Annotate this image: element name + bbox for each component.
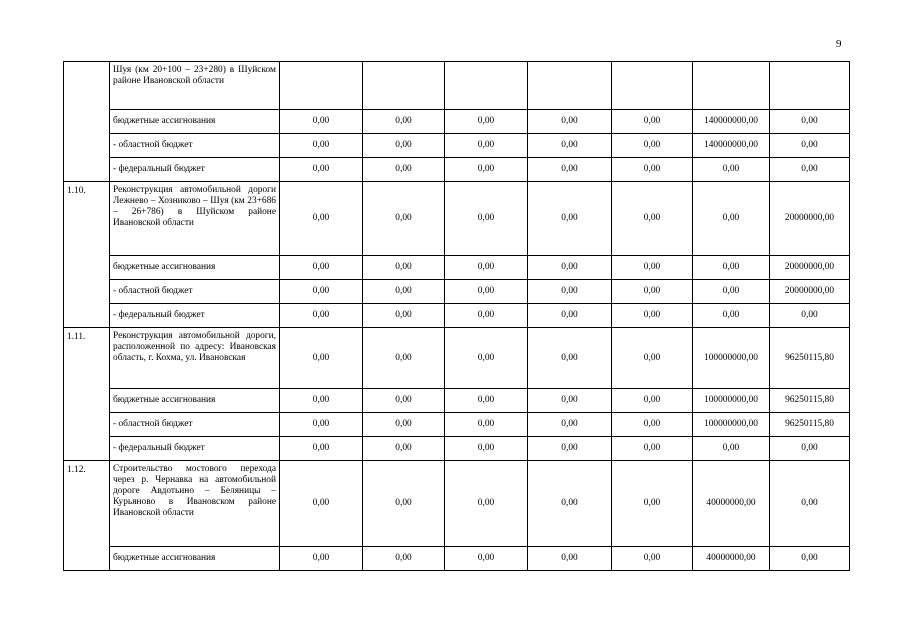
value-cell: 0,00	[693, 437, 770, 461]
value-cell: 0,00	[612, 437, 693, 461]
value-cell: 0,00	[445, 182, 528, 256]
value-cell: 0,00	[770, 304, 850, 328]
budget-row	[64, 413, 850, 437]
value-cell: 0,00	[445, 110, 528, 134]
budget-row-label: бюджетные ассигнования	[110, 256, 280, 280]
value-cell: 0,00	[528, 461, 612, 547]
value-cell: 100000000,00	[693, 389, 770, 413]
value-cell: 0,00	[528, 437, 612, 461]
value-cell: 0,00	[445, 158, 528, 182]
value-cell: 0,00	[528, 304, 612, 328]
value-cell: 0,00	[528, 280, 612, 304]
value-cell: 0,00	[280, 437, 363, 461]
value-cell: 0,00	[612, 256, 693, 280]
value-cell: 0,00	[693, 158, 770, 182]
value-cell: 0,00	[770, 158, 850, 182]
value-cell: 0,00	[528, 256, 612, 280]
section-description: Реконструкция автомобильной дороги Лежнево – Хозниково – Шуя (км 23+686 – 26+786) в Шуйском районе Ивановской области	[110, 182, 280, 256]
section-number: 1.10.	[64, 182, 110, 328]
section-header-row	[64, 62, 850, 110]
value-cell: 0,00	[280, 280, 363, 304]
section-description: Шуя (км 20+100 – 23+280) в Шуйском районе Ивановской области	[110, 62, 280, 110]
value-cell: 20000000,00	[770, 256, 850, 280]
value-cell: 0,00	[612, 413, 693, 437]
value-cell: 0,00	[612, 280, 693, 304]
budget-row	[64, 158, 850, 182]
value-cell: 0,00	[612, 134, 693, 158]
budget-row	[64, 547, 850, 571]
value-cell: 0,00	[528, 389, 612, 413]
value-cell: 0,00	[693, 256, 770, 280]
value-cell: 0,00	[445, 413, 528, 437]
value-cell: 0,00	[363, 134, 445, 158]
value-cell: 40000000,00	[693, 461, 770, 547]
value-cell: 0,00	[363, 304, 445, 328]
value-cell: 0,00	[528, 158, 612, 182]
value-cell: 0,00	[445, 280, 528, 304]
value-cell: 0,00	[363, 328, 445, 389]
value-cell: 96250115,80	[770, 328, 850, 389]
value-cell: 0,00	[363, 461, 445, 547]
value-cell: 0,00	[770, 547, 850, 571]
value-cell: 0,00	[280, 158, 363, 182]
value-cell: 96250115,80	[770, 389, 850, 413]
value-cell	[280, 62, 363, 110]
value-cell: 0,00	[280, 328, 363, 389]
value-cell: 0,00	[770, 134, 850, 158]
value-cell: 0,00	[363, 280, 445, 304]
value-cell: 0,00	[445, 328, 528, 389]
value-cell: 0,00	[612, 158, 693, 182]
budget-row	[64, 437, 850, 461]
section-header-row	[64, 461, 850, 547]
value-cell: 0,00	[528, 413, 612, 437]
value-cell: 0,00	[445, 304, 528, 328]
value-cell: 0,00	[280, 134, 363, 158]
value-cell: 0,00	[445, 437, 528, 461]
page-number: 9	[836, 38, 842, 50]
value-cell: 100000000,00	[693, 413, 770, 437]
value-cell: 0,00	[528, 134, 612, 158]
value-cell: 0,00	[363, 437, 445, 461]
budget-row-label: - федеральный бюджет	[110, 158, 280, 182]
section-header-row	[64, 328, 850, 389]
budget-row-label: бюджетные ассигнования	[110, 389, 280, 413]
value-cell: 0,00	[528, 547, 612, 571]
value-cell	[693, 62, 770, 110]
budget-row	[64, 280, 850, 304]
budget-row-label: - федеральный бюджет	[110, 304, 280, 328]
table-body	[64, 62, 850, 571]
value-cell: 0,00	[363, 547, 445, 571]
budget-row-label: - областной бюджет	[110, 280, 280, 304]
value-cell: 0,00	[363, 158, 445, 182]
budget-row	[64, 304, 850, 328]
value-cell: 100000000,00	[693, 328, 770, 389]
value-cell: 0,00	[363, 256, 445, 280]
section-description: Строительство мостового перехода через р. Чернавка на автомобильной дороге Авдотьино – Беляницы –Курьяново в Ивановском районе Ивановской области	[110, 461, 280, 547]
section-header-row	[64, 182, 850, 256]
value-cell: 140000000,00	[693, 110, 770, 134]
value-cell	[612, 62, 693, 110]
value-cell: 40000000,00	[693, 547, 770, 571]
value-cell: 0,00	[612, 110, 693, 134]
value-cell: 140000000,00	[693, 134, 770, 158]
value-cell: 0,00	[612, 461, 693, 547]
value-cell: 0,00	[693, 280, 770, 304]
value-cell	[770, 62, 850, 110]
value-cell: 0,00	[363, 389, 445, 413]
value-cell: 0,00	[612, 389, 693, 413]
value-cell: 0,00	[280, 547, 363, 571]
budget-row	[64, 389, 850, 413]
value-cell: 0,00	[445, 461, 528, 547]
value-cell: 0,00	[445, 134, 528, 158]
value-cell: 0,00	[363, 413, 445, 437]
section-number: 1.12.	[64, 461, 110, 571]
value-cell: 0,00	[612, 547, 693, 571]
value-cell: 0,00	[528, 110, 612, 134]
value-cell: 0,00	[445, 547, 528, 571]
value-cell: 0,00	[280, 461, 363, 547]
budget-row-label: бюджетные ассигнования	[110, 547, 280, 571]
value-cell: 0,00	[445, 389, 528, 413]
value-cell: 20000000,00	[770, 280, 850, 304]
value-cell	[445, 62, 528, 110]
value-cell: 0,00	[280, 256, 363, 280]
budget-row	[64, 134, 850, 158]
value-cell: 0,00	[770, 110, 850, 134]
section-number: 1.11.	[64, 328, 110, 461]
value-cell: 0,00	[693, 304, 770, 328]
value-cell: 0,00	[528, 182, 612, 256]
value-cell	[363, 62, 445, 110]
budget-row-label: - областной бюджет	[110, 413, 280, 437]
value-cell: 20000000,00	[770, 182, 850, 256]
budget-row-label: - федеральный бюджет	[110, 437, 280, 461]
section-number	[64, 62, 110, 182]
value-cell: 0,00	[280, 389, 363, 413]
value-cell: 0,00	[612, 182, 693, 256]
value-cell: 0,00	[528, 328, 612, 389]
value-cell: 0,00	[612, 328, 693, 389]
section-description: Реконструкция автомобильной дороги, расположенной по адресу: Ивановская область, г. Кохма, ул. Ивановская	[110, 328, 280, 389]
value-cell: 96250115,80	[770, 413, 850, 437]
value-cell: 0,00	[612, 304, 693, 328]
value-cell: 0,00	[363, 182, 445, 256]
value-cell: 0,00	[280, 182, 363, 256]
budget-table	[63, 61, 850, 571]
value-cell: 0,00	[445, 256, 528, 280]
value-cell: 0,00	[280, 110, 363, 134]
value-cell: 0,00	[770, 461, 850, 547]
value-cell: 0,00	[693, 182, 770, 256]
value-cell: 0,00	[363, 110, 445, 134]
value-cell: 0,00	[280, 413, 363, 437]
budget-row-label: бюджетные ассигнования	[110, 110, 280, 134]
value-cell	[528, 62, 612, 110]
budget-row	[64, 110, 850, 134]
budget-row	[64, 256, 850, 280]
value-cell: 0,00	[770, 437, 850, 461]
budget-row-label: - областной бюджет	[110, 134, 280, 158]
value-cell: 0,00	[280, 304, 363, 328]
